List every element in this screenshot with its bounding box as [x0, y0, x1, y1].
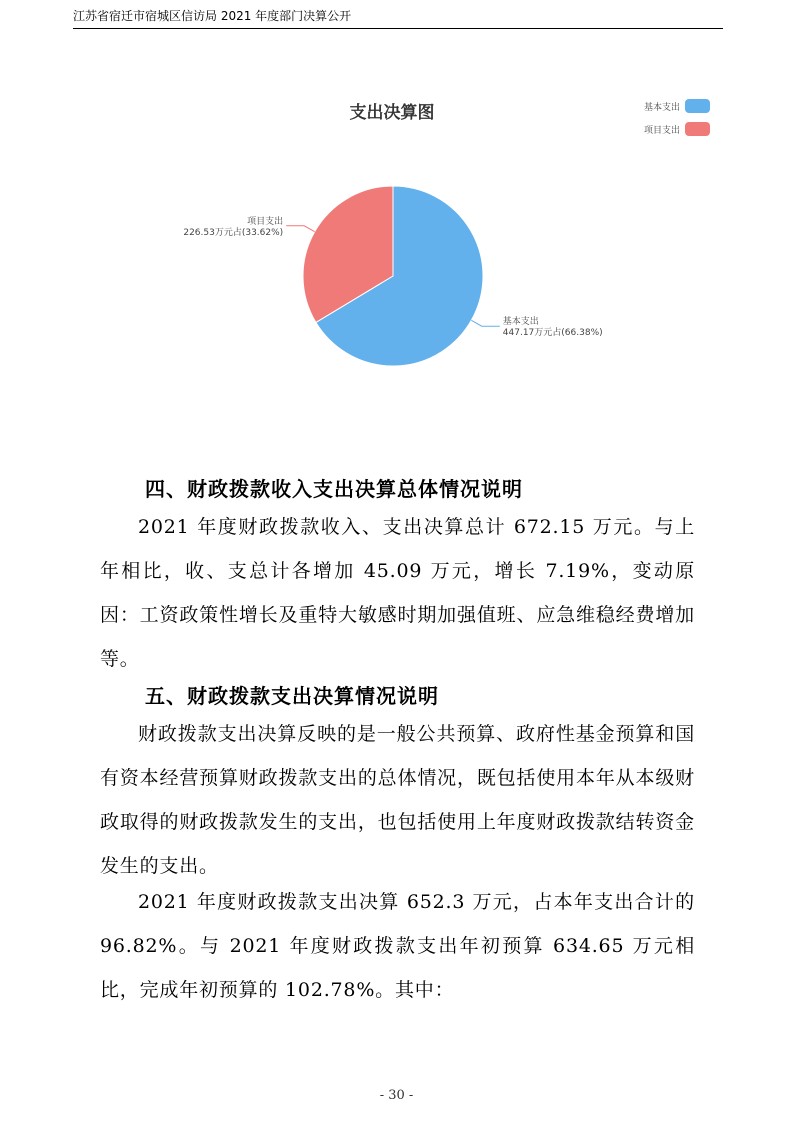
legend-swatch-2: [685, 122, 710, 136]
pie-slices: [303, 186, 483, 366]
pie-leader-line-2: [286, 226, 314, 232]
pie-leader-line-1: [471, 320, 499, 326]
pie-label-name-1: 基本支出: [502, 317, 539, 328]
pie-chart-svg: [180, 85, 740, 395]
section-4-paragraph: 2021 年度财政拨款收入、支出决算总计 672.15 万元。与上年相比，收、支总计各增加 45.09 万元，增长 7.19%，变动原因：工资政策性增长及重特大敏感时期加强值班、应急维稳经费增加等。: [100, 516, 695, 670]
legend-label-1: 基本支出: [643, 103, 680, 113]
expenditure-pie-chart: [180, 85, 740, 395]
section-5-paragraph-1: 财政拨款支出决算反映的是一般公共预算、政府性基金预算和国有资本经营预算财政拨款支出的总体情况，既包括使用本年从本级财政取得的财政拨款发生的支出，也包括使用上年度财政拨款结转资金发生的支出。: [100, 723, 695, 877]
section-4-heading: 四、财政拨款收入支出决算总体情况说明: [145, 477, 523, 501]
pie-label-name-2: 项目支出: [247, 216, 284, 227]
pie-label-value-1: 447.17万元占(66.38%): [502, 328, 603, 339]
section-5-heading: 五、财政拨款支出决算情况说明: [145, 684, 439, 708]
legend-label-2: 项目支出: [643, 126, 680, 136]
page-number: - 30 -: [379, 1088, 414, 1103]
legend-swatch-1: [685, 99, 710, 113]
pie-label-value-2: 226.53万元占(33.62%): [183, 227, 284, 238]
page-header: 江苏省宿迁市宿城区信访局 2021 年度部门决算公开: [73, 9, 352, 23]
section-5-paragraph-2: 2021 年度财政拨款支出决算 652.3 万元，占本年支出合计的 96.82%。与 2021 年度财政拨款支出年初预算 634.65 万元相比，完成年初预算的 102.78%。其中：: [100, 891, 695, 1001]
chart-legend: [644, 99, 710, 136]
chart-title: 支出决算图: [349, 103, 435, 123]
header-divider: [73, 28, 723, 29]
